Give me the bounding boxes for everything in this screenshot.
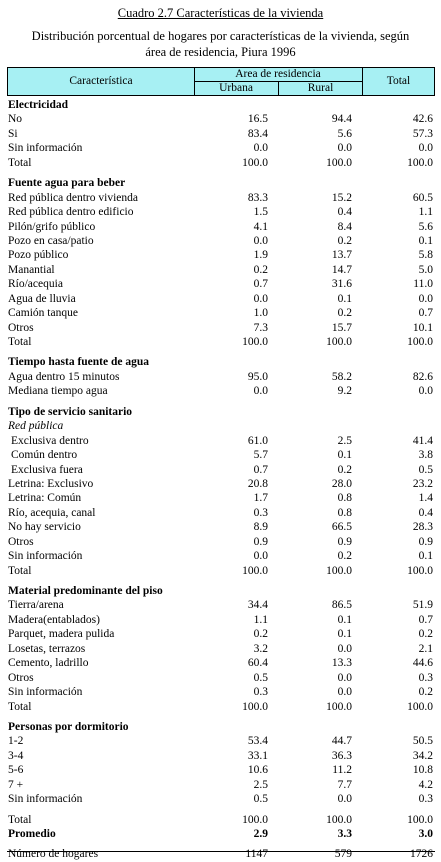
- table-row: [0, 434, 441, 448]
- cell-total: 0.3: [418, 671, 433, 684]
- cell-rural: 100.0: [326, 813, 352, 826]
- table-row: [0, 506, 441, 520]
- table-header: [7, 67, 435, 96]
- table-bottom-rule: [7, 851, 435, 852]
- cell-total: 1.4: [418, 492, 433, 505]
- table-row: [0, 263, 441, 277]
- cell-urbana: 1.5: [253, 206, 268, 219]
- cell-rural: 58.2: [331, 370, 352, 383]
- cell-urbana: 3.2: [253, 642, 268, 655]
- table-row: [0, 141, 441, 155]
- cell-urbana: 53.4: [247, 735, 268, 748]
- cell-urbana: 100.0: [242, 813, 268, 826]
- cell-total: 0.4: [418, 506, 433, 519]
- cell-rural: 0.2: [337, 234, 352, 247]
- cell-urbana: 83.3: [247, 191, 268, 204]
- cell-urbana: 1.0: [253, 307, 268, 320]
- cell-urbana: 0.5: [253, 671, 268, 684]
- table-row: [0, 335, 441, 349]
- row-label: Sin información: [8, 142, 83, 155]
- cell-total: 0.1: [418, 550, 433, 563]
- table-row: [0, 112, 441, 126]
- row-label: Otros: [8, 321, 34, 334]
- row-label: Agua dentro 15 minutos: [8, 370, 120, 383]
- cell-total: 41.4: [412, 434, 433, 447]
- cell-urbana: 0.2: [253, 263, 268, 276]
- table-row: [0, 205, 441, 219]
- cell-total: 23.2: [412, 477, 433, 490]
- cell-urbana: 0.0: [253, 385, 268, 398]
- cell-total: 60.5: [412, 191, 433, 204]
- cell-urbana: 8.9: [253, 521, 268, 534]
- cell-urbana: 0.0: [253, 234, 268, 247]
- row-label: Total: [8, 564, 32, 577]
- cell-urbana: 95.0: [247, 370, 268, 383]
- row-label: 3-4: [8, 749, 24, 762]
- subsection-heading: [0, 419, 441, 433]
- header-urbana: Urbana: [194, 82, 279, 95]
- cell-total: 10.8: [412, 764, 433, 777]
- cell-total: 0.0: [418, 142, 433, 155]
- cell-urbana: 1.7: [253, 492, 268, 505]
- cell-total: 4.2: [418, 778, 433, 791]
- row-label: Letrina: Común: [8, 492, 82, 505]
- subtitle-line-1: Distribución porcentual de hogares por características de la vivienda, según: [31, 29, 410, 43]
- cell-rural: 100.0: [326, 564, 352, 577]
- row-label: Común dentro: [11, 449, 78, 462]
- cell-rural: 3.3: [337, 828, 352, 840]
- cell-urbana: 1.1: [253, 613, 268, 626]
- cell-rural: 0.0: [337, 671, 352, 684]
- cell-urbana: 100.0: [242, 156, 268, 169]
- cell-total: 57.3: [412, 127, 433, 140]
- table-row: [0, 685, 441, 699]
- row-label: Total: [8, 813, 32, 826]
- row-label: 5-6: [8, 764, 24, 777]
- row-label: Si: [8, 127, 18, 140]
- cell-urbana: 60.4: [247, 657, 268, 670]
- cell-urbana: 16.5: [247, 113, 268, 126]
- cell-total: 0.5: [418, 463, 433, 476]
- cell-rural: 2.5: [337, 434, 352, 447]
- row-label: Losetas, terrazos: [8, 642, 86, 655]
- cell-rural: 13.3: [331, 657, 352, 670]
- cell-rural: 0.2: [337, 307, 352, 320]
- row-label: Red pública dentro edificio: [8, 206, 134, 219]
- table-row: [0, 813, 441, 827]
- table-row: [0, 234, 441, 248]
- table-row: [0, 277, 441, 291]
- row-label: Cemento, ladrillo: [8, 657, 89, 670]
- cell-rural: 0.2: [337, 550, 352, 563]
- cell-urbana: 34.4: [247, 599, 268, 612]
- row-label: Personas por dormitorio: [8, 720, 129, 733]
- row-label: Mediana tiempo agua: [8, 385, 108, 398]
- cell-rural: 15.2: [331, 191, 352, 204]
- row-label: Letrina: Exclusivo: [8, 477, 94, 490]
- cell-rural: 0.8: [337, 492, 352, 505]
- section-heading: [0, 584, 441, 598]
- row-label: Electricidad: [8, 99, 69, 111]
- cell-urbana: 0.2: [253, 628, 268, 641]
- table-row: [0, 792, 441, 806]
- header-caracteristica: Característica: [8, 68, 195, 95]
- row-label: Número de hogares: [8, 848, 99, 861]
- cell-urbana: 100.0: [242, 700, 268, 713]
- table-row: [0, 564, 441, 578]
- cell-rural: 31.6: [331, 278, 352, 291]
- cell-rural: 0.1: [337, 628, 352, 641]
- row-label: Red pública: [8, 420, 64, 433]
- cell-rural: 44.7: [331, 735, 352, 748]
- cell-total: 3.0: [418, 828, 433, 840]
- section-heading: [0, 355, 441, 369]
- cell-rural: 0.8: [337, 506, 352, 519]
- cell-urbana: 0.0: [253, 142, 268, 155]
- cell-rural: 0.0: [337, 642, 352, 655]
- cell-total: 5.8: [418, 249, 433, 262]
- table-row: [0, 321, 441, 335]
- cell-rural: 0.1: [337, 449, 352, 462]
- subtitle-line-2: área de residencia, Piura 1996: [145, 45, 296, 59]
- cell-total: 0.9: [418, 535, 433, 548]
- table-row: [0, 156, 441, 170]
- cell-rural: 66.5: [331, 521, 352, 534]
- cell-urbana: 0.3: [253, 686, 268, 699]
- cell-total: 100.0: [407, 156, 433, 169]
- row-label: Parquet, madera pulida: [8, 628, 115, 641]
- cell-urbana: 7.3: [253, 321, 268, 334]
- cell-total: 50.5: [412, 735, 433, 748]
- row-label: Pilón/grifo público: [8, 220, 96, 233]
- cell-urbana: 0.7: [253, 278, 268, 291]
- cell-total: 51.9: [412, 599, 433, 612]
- table-row: [0, 749, 441, 763]
- row-label: No hay servicio: [8, 521, 81, 534]
- cell-total: 100.0: [407, 564, 433, 577]
- table-row: [0, 627, 441, 641]
- cell-rural: 0.2: [337, 463, 352, 476]
- row-label: Promedio: [8, 828, 56, 840]
- table-row: [0, 598, 441, 612]
- table-row: [0, 191, 441, 205]
- cell-urbana: 20.8: [247, 477, 268, 490]
- cell-urbana: 4.1: [253, 220, 268, 233]
- table-title: Cuadro 2.7 Características de la vivienda: [117, 6, 324, 20]
- cell-rural: 0.1: [337, 292, 352, 305]
- table-row: [0, 384, 441, 398]
- row-label: 7 +: [8, 778, 24, 791]
- cell-total: 100.0: [407, 700, 433, 713]
- cell-total: 0.7: [418, 613, 433, 626]
- cell-urbana: 100.0: [242, 336, 268, 348]
- cell-rural: 100.0: [326, 336, 352, 348]
- row-label: Otros: [8, 671, 34, 684]
- table-row: [0, 734, 441, 748]
- row-label: Sin información: [8, 793, 83, 806]
- header-area-residencia: Area de residencia: [194, 68, 363, 82]
- cell-urbana: 0.3: [253, 506, 268, 519]
- table-row: [0, 248, 441, 262]
- cell-rural: 14.7: [331, 263, 352, 276]
- table-row: [0, 306, 441, 320]
- row-label: Material predominante del piso: [8, 585, 163, 597]
- cell-total: 5.0: [418, 263, 433, 276]
- cell-urbana: 2.5: [253, 778, 268, 791]
- cell-urbana: 0.0: [253, 292, 268, 305]
- cell-total: 5.6: [418, 220, 433, 233]
- cell-rural: 0.0: [337, 793, 352, 806]
- cell-total: 28.3: [412, 521, 433, 534]
- table-row: [0, 448, 441, 462]
- table-row: [0, 656, 441, 670]
- table-row: [0, 535, 441, 549]
- cell-urbana: 100.0: [242, 564, 268, 577]
- cell-urbana: 0.5: [253, 793, 268, 806]
- cell-total: 0.2: [418, 628, 433, 641]
- row-label: Sin información: [8, 550, 83, 563]
- cell-total: 42.6: [412, 113, 433, 126]
- row-label: Tipo de servicio sanitario: [8, 405, 133, 418]
- row-label: Camión tanque: [8, 307, 78, 320]
- table-row: [0, 763, 441, 777]
- cell-rural: 28.0: [331, 477, 352, 490]
- section-heading: [0, 405, 441, 419]
- row-label: 1-2: [8, 735, 24, 748]
- cell-rural: 0.0: [337, 686, 352, 699]
- table-subtitle: [0, 28, 441, 60]
- cell-rural: 0.0: [337, 142, 352, 155]
- section-heading: [0, 176, 441, 190]
- table-row: [0, 220, 441, 234]
- cell-total: 0.0: [418, 385, 433, 398]
- cell-rural: 86.5: [331, 599, 352, 612]
- cell-urbana: 0.7: [253, 463, 268, 476]
- cell-total: 0.1: [418, 234, 433, 247]
- cell-total: 100.0: [407, 336, 433, 348]
- table-row: [0, 127, 441, 141]
- row-label: Total: [8, 700, 32, 713]
- row-label: Total: [8, 336, 32, 348]
- cell-total: 10.1: [412, 321, 433, 334]
- cell-total: 100.0: [407, 813, 433, 826]
- cell-urbana: 1.9: [253, 249, 268, 262]
- cell-urbana: 33.1: [247, 749, 268, 762]
- cell-total: 0.3: [418, 793, 433, 806]
- row-label: Tiempo hasta fuente de agua: [8, 356, 149, 369]
- cell-urbana: 5.7: [253, 449, 268, 462]
- cell-rural: 100.0: [326, 700, 352, 713]
- row-label: Tierra/arena: [8, 599, 64, 612]
- cell-total: 2.1: [418, 642, 433, 655]
- row-label: Madera(entablados): [8, 613, 100, 626]
- section-heading: [0, 98, 441, 112]
- row-label: Río/acequia: [8, 278, 63, 291]
- table-body: [0, 98, 441, 862]
- cell-rural: 15.7: [331, 321, 352, 334]
- table-row: [0, 520, 441, 534]
- cell-urbana: 0.9: [253, 535, 268, 548]
- cell-total: 44.6: [412, 657, 433, 670]
- cell-rural: 7.7: [337, 778, 352, 791]
- cell-rural: 579: [334, 848, 352, 861]
- cell-total: 0.2: [418, 686, 433, 699]
- cell-urbana: 83.4: [247, 127, 268, 140]
- table-row: [0, 642, 441, 656]
- cell-total: 0.7: [418, 307, 433, 320]
- cell-total: 82.6: [412, 370, 433, 383]
- cell-total: 3.8: [418, 449, 433, 462]
- cell-urbana: 1147: [245, 848, 268, 861]
- table-row: [0, 671, 441, 685]
- row-label: No: [8, 113, 23, 126]
- row-label: Fuente agua para beber: [8, 177, 126, 190]
- row-label: Agua de lluvia: [8, 292, 76, 305]
- section-heading: [0, 720, 441, 734]
- cell-rural: 0.4: [337, 206, 352, 219]
- header-total: Total: [386, 75, 411, 87]
- row-label: Pozo público: [8, 249, 69, 262]
- cell-total: 1.1: [418, 206, 433, 219]
- row-label: Total: [8, 156, 32, 169]
- cell-rural: 9.2: [337, 385, 352, 398]
- row-label: Exclusiva fuera: [11, 463, 83, 476]
- row-label: Otros: [8, 535, 34, 548]
- cell-urbana: 10.6: [247, 764, 268, 777]
- cell-rural: 8.4: [337, 220, 352, 233]
- row-label: Exclusiva dentro: [11, 434, 89, 447]
- table-row: [0, 827, 441, 841]
- cell-urbana: 2.9: [253, 828, 268, 840]
- cell-total: 1726: [410, 848, 433, 861]
- cell-total: 0.0: [418, 292, 433, 305]
- row-label: Manantial: [8, 263, 55, 276]
- table-row: [0, 613, 441, 627]
- table-row: [0, 491, 441, 505]
- cell-rural: 36.3: [331, 749, 352, 762]
- cell-rural: 0.1: [337, 613, 352, 626]
- cell-rural: 100.0: [326, 156, 352, 169]
- cell-total: 34.2: [412, 749, 433, 762]
- row-label: Río, acequia, canal: [8, 506, 96, 519]
- row-label: Pozo en casa/patio: [8, 234, 94, 247]
- header-rural: Rural: [279, 82, 363, 95]
- table-row: [0, 549, 441, 563]
- row-label: Sin información: [8, 686, 83, 699]
- cell-rural: 5.6: [337, 127, 352, 140]
- cell-total: 11.0: [413, 278, 433, 291]
- cell-rural: 0.9: [337, 535, 352, 548]
- table-row: [0, 463, 441, 477]
- table-row: [0, 778, 441, 792]
- cell-urbana: 61.0: [247, 434, 268, 447]
- cell-rural: 94.4: [331, 113, 352, 126]
- table-row: [0, 477, 441, 491]
- cell-rural: 13.7: [331, 249, 352, 262]
- table-row: [0, 370, 441, 384]
- table-row: [0, 292, 441, 306]
- cell-rural: 11.2: [332, 764, 352, 777]
- row-label: Red pública dentro vivienda: [8, 191, 138, 204]
- cell-urbana: 0.0: [253, 550, 268, 563]
- table-row: [0, 700, 441, 714]
